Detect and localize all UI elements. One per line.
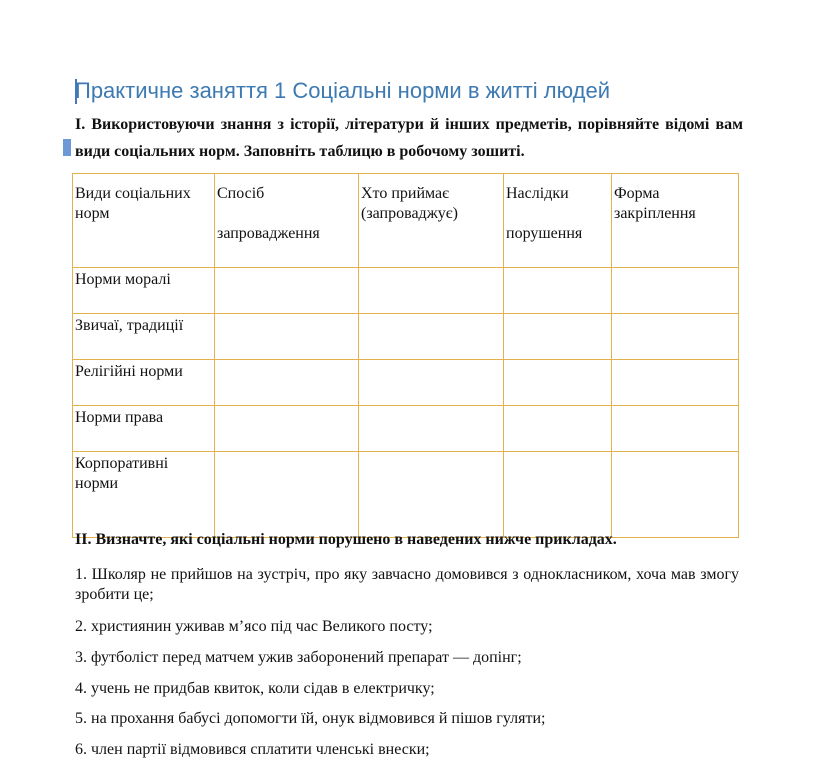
page-title: Практичне заняття 1 Соціальні норми в житті людей	[75, 78, 611, 103]
task-1-instruction: І. Використовуючи знання з історії, літератури й інших предметів, порівняйте відомі вам види соціальних норм. Заповніть таблицю в робочому зошиті.	[75, 116, 743, 160]
header-cell: Види соціальних норм	[73, 174, 215, 268]
empty-cell	[359, 314, 504, 360]
empty-cell	[504, 268, 612, 314]
empty-cell	[215, 268, 359, 314]
empty-cell	[504, 406, 612, 452]
example-item: 5. на прохання бабусі допомогти їй, онук відмовився й пішов гуляти;	[75, 710, 546, 727]
empty-cell	[215, 314, 359, 360]
table-row	[73, 360, 739, 406]
row-label: Норми права	[73, 406, 215, 452]
empty-cell	[359, 406, 504, 452]
table-row	[73, 314, 739, 360]
row-label: Корпоративні норми	[73, 452, 215, 538]
empty-cell	[612, 452, 739, 538]
empty-cell	[215, 406, 359, 452]
example-item: 6. член партії відмовився сплатити членські внески;	[75, 741, 430, 758]
bookmark-marker	[63, 139, 71, 156]
empty-cell	[612, 268, 739, 314]
empty-cell	[359, 268, 504, 314]
empty-cell	[215, 360, 359, 406]
header-cell: Спосіб запровадження	[215, 174, 359, 268]
empty-cell	[612, 360, 739, 406]
table-row	[73, 268, 739, 314]
empty-cell	[612, 314, 739, 360]
empty-cell	[612, 406, 739, 452]
empty-cell	[504, 314, 612, 360]
row-label: Релігійні норми	[73, 360, 215, 406]
example-item: 3. футболіст перед матчем ужив заборонений препарат — допінг;	[75, 649, 522, 666]
table-row	[73, 406, 739, 452]
empty-cell	[359, 360, 504, 406]
empty-cell	[504, 360, 612, 406]
row-label: Норми моралі	[73, 268, 215, 314]
example-item: 4. учень не придбав квиток, коли сідав в електричку;	[75, 680, 435, 697]
social-norms-table	[72, 173, 739, 538]
table-header-row	[73, 174, 739, 268]
header-cell: Хто приймає (запроваджує)	[359, 174, 504, 268]
example-item: 1. Школяр не прийшов на зустріч, про яку завчасно домовився з однокласником, хоча мав змогу зробити це;	[75, 566, 739, 603]
empty-cell	[215, 452, 359, 538]
example-item: 2. християнин уживав м’ясо під час Великого посту;	[75, 618, 433, 635]
header-cell: Наслідки порушення	[504, 174, 612, 268]
empty-cell	[504, 452, 612, 538]
task-2-instruction: ІІ. Визначте, які соціальні норми порушено в наведених нижче прикладах.	[75, 531, 617, 548]
empty-cell	[359, 452, 504, 538]
row-label: Звичаї, традиції	[73, 314, 215, 360]
table-row	[73, 452, 739, 538]
header-cell: Форма закріплення	[612, 174, 739, 268]
